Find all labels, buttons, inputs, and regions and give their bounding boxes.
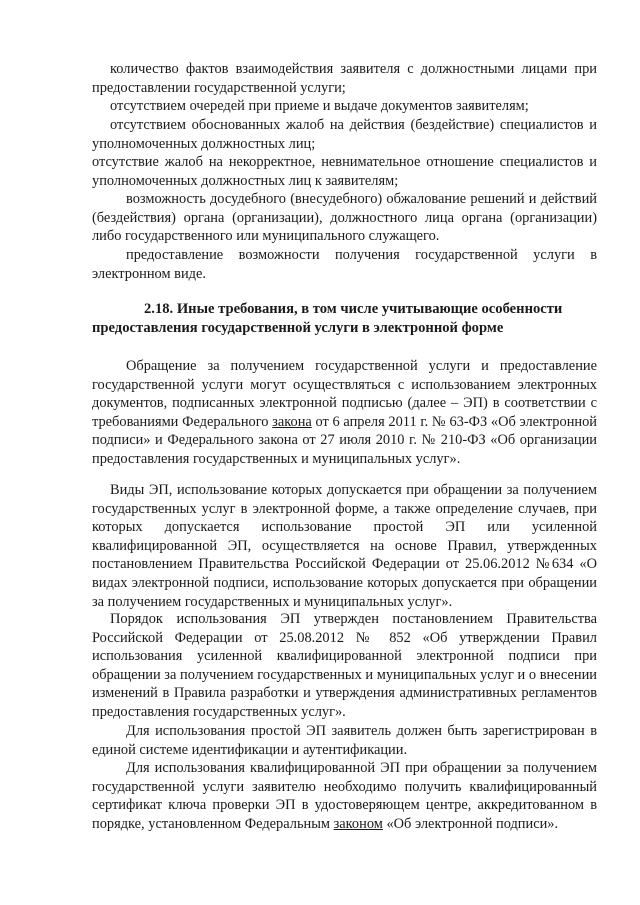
section-heading <box>92 300 597 338</box>
paragraph-ep-usage-text-b: от 6 апреля 2011 г. № 63-ФЗ «Об электронной подписи» и Федерального закона от 27 июля 2010 г. № 210-ФЗ «Об организации предоставления государственных и муниципальных услуг». <box>92 413 597 467</box>
paragraph-qualified-ep <box>92 759 597 833</box>
law-link-2[interactable]: законом <box>333 815 383 832</box>
criteria-no-complaints: отсутствием обоснованных жалоб на действия (бездействие) специалистов и уполномоченных должностных лиц; <box>92 117 597 152</box>
section-heading-line1: 2.18. Иные требования, в том числе учитывающие особенности <box>144 301 563 317</box>
criteria-electronic-form: предоставление возможности получения государственной услуги в электронном виде. <box>92 247 597 282</box>
paragraph-ep-usage-text-a: Обращение за получением государственной услуги и предоставление государственной услуги могут осуществляться с использованием электронных документов, подписанных электронной подписью (далее – ЭП) в соответствии с требованиями Федерального <box>92 358 597 430</box>
criteria-no-queues: отсутствием очередей при приеме и выдаче документов заявителям; <box>110 98 529 114</box>
paragraph-simple-ep: Для использования простой ЭП заявитель должен быть зарегистрирован в единой системе идентификации и аутентификации. <box>92 723 597 758</box>
paragraph-ep-order: Порядок использования ЭП утвержден постановлением Правительства Российской Федерации от 25.08.2012 № 852 «Об утверждении Правил использования усиленной квалифицированной электронной подписи при обращении за получением государственных и муниципальных услуг и о внесении изменений в Правила разработки и утверждения административных регламентов предоставления государственных услуг». <box>92 611 597 720</box>
paragraph-qualified-ep-text-b: «Об электронной подписи». <box>382 815 559 832</box>
paragraph-ep-types: Виды ЭП, использование которых допускается при обращении за получением государственных услуг в электронной форме, а также определение случаев, при которых допускается использование простой ЭП или усиленной квалифицированной ЭП, осуществляется на основе Правил, утвержденных постановлением Правительства Российской Федерации от 25.06.2012 №634 «О видах электронной подписи, использование которых допускается при обращении за получением государственных и муниципальных услуг». <box>92 482 597 610</box>
section-heading-line2: предоставления государственной услуги в электронной форме <box>92 320 504 336</box>
law-link[interactable]: закона <box>272 413 312 430</box>
paragraph-ep-usage <box>92 357 597 469</box>
paragraph-qualified-ep-text-a: Для использования квалифицированной ЭП при обращении за получением государственной услуги заявителю необходимо получить квалифицированный сертификат ключа проверки ЭП в удостоверяющем центре, аккредитованном в порядке, установленном Федеральным <box>92 760 597 832</box>
criteria-interactions: количество фактов взаимодействия заявителя с должностными лицами при предоставлении государственной услуги; <box>92 61 597 96</box>
criteria-pretrial-appeal: возможность досудебного (внесудебного) обжалование решений и действий (бездействия) органа (организации), должностного лица органа (организации) либо государственного или муниципального служащего. <box>92 191 597 245</box>
criteria-no-incorrect-attitude: отсутствие жалоб на некорректное, невнимательное отношение специалистов и уполномоченных должностных лиц к заявителям; <box>92 154 597 189</box>
